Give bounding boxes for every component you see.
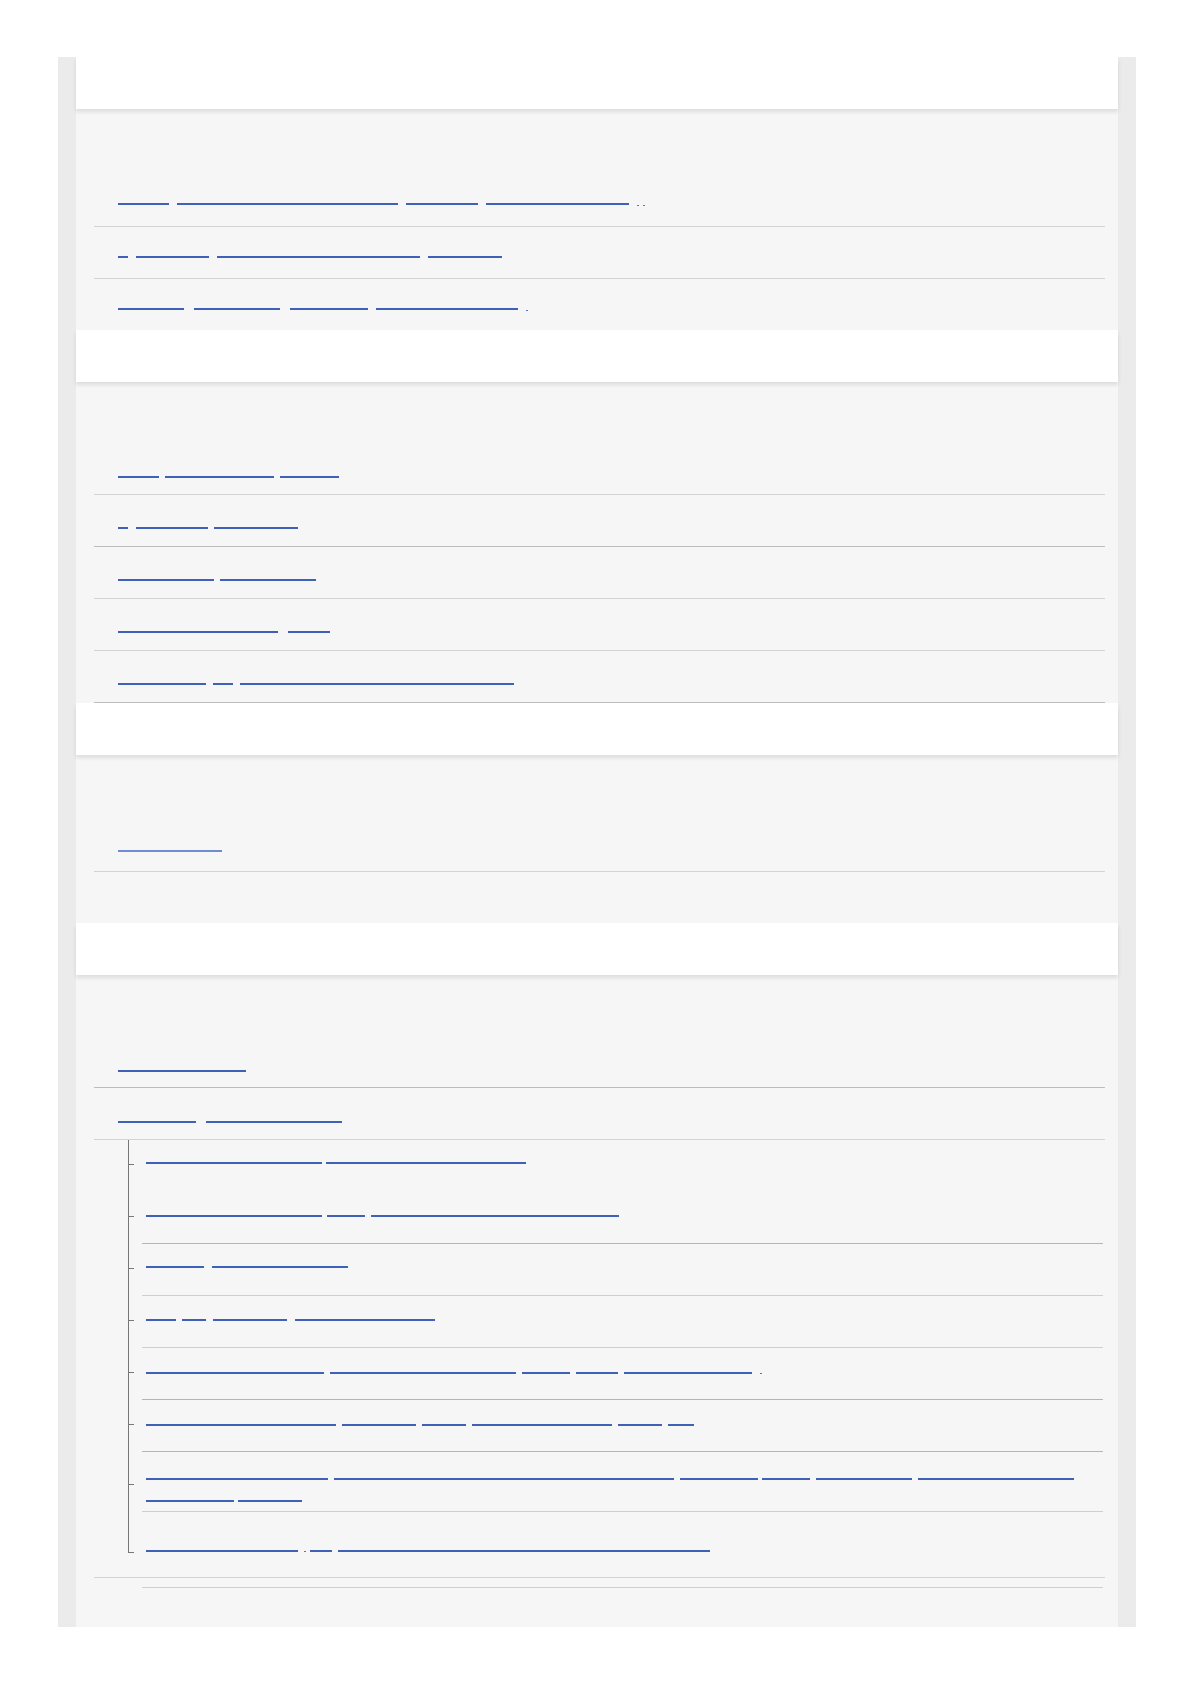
tree-connector (128, 1320, 134, 1321)
toc-link[interactable] (213, 683, 233, 685)
toc-link[interactable] (165, 476, 274, 478)
toc-link[interactable] (406, 203, 478, 205)
toc-link[interactable] (118, 256, 128, 258)
toc-sublink[interactable] (146, 1266, 204, 1268)
section-header-band (76, 330, 1118, 382)
toc-link[interactable] (118, 850, 222, 852)
toc-sublink[interactable] (326, 1162, 526, 1164)
list-item (94, 983, 1105, 1088)
list-item (94, 650, 1105, 703)
toc-link[interactable] (136, 527, 208, 529)
toc-link[interactable] (240, 683, 514, 685)
toc-sublink[interactable] (342, 1424, 416, 1426)
toc-link[interactable] (214, 527, 298, 529)
nested-list-item (142, 1451, 1103, 1512)
toc-sublink[interactable] (668, 1424, 694, 1426)
toc-sublink[interactable] (146, 1500, 234, 1502)
toc-link[interactable] (177, 203, 398, 205)
list-item (94, 598, 1105, 651)
toc-sublink[interactable] (146, 1319, 176, 1321)
toc-link[interactable] (288, 631, 330, 633)
toc-sublink[interactable] (327, 1215, 365, 1217)
toc-sublink[interactable] (330, 1372, 516, 1374)
toc-link[interactable] (118, 579, 214, 581)
toc-link[interactable] (376, 308, 518, 310)
toc-link[interactable] (217, 256, 420, 258)
link-ellipsis (760, 1373, 762, 1374)
toc-sublink[interactable] (816, 1478, 912, 1480)
toc-sublink[interactable] (618, 1424, 662, 1426)
toc-link[interactable] (118, 527, 128, 529)
link-ellipsis (643, 205, 645, 206)
list-item (94, 764, 1105, 872)
toc-sublink[interactable] (422, 1424, 466, 1426)
nested-list-item (142, 1295, 1103, 1348)
toc-link[interactable] (280, 476, 339, 478)
document-page (76, 57, 1118, 1627)
list-item (94, 226, 1105, 279)
toc-sublink[interactable] (334, 1478, 674, 1480)
toc-sublink[interactable] (522, 1372, 570, 1374)
section-header-band (76, 57, 1118, 109)
toc-link[interactable] (136, 256, 209, 258)
toc-sublink[interactable] (146, 1424, 336, 1426)
section-header-band (76, 923, 1118, 975)
toc-sublink[interactable] (182, 1319, 206, 1321)
list-item (94, 390, 1105, 495)
link-ellipsis (526, 310, 528, 311)
tree-connector (128, 1424, 134, 1425)
toc-link[interactable] (118, 631, 278, 633)
toc-link[interactable] (290, 308, 368, 310)
toc-link[interactable] (206, 1121, 342, 1123)
list-item (94, 1087, 1105, 1140)
toc-sublink[interactable] (212, 1266, 348, 1268)
toc-sublink[interactable] (664, 1372, 752, 1374)
toc-sublink[interactable] (762, 1478, 810, 1480)
toc-sublink[interactable] (918, 1478, 1074, 1480)
toc-sublink[interactable] (371, 1215, 619, 1217)
toc-link[interactable] (118, 203, 169, 205)
toc-link[interactable] (118, 476, 159, 478)
toc-link[interactable] (486, 203, 629, 205)
toc-sublink[interactable] (146, 1215, 322, 1217)
toc-link[interactable] (220, 579, 316, 581)
list-item (94, 116, 1105, 227)
nested-list-item (142, 1140, 1103, 1244)
toc-link[interactable] (428, 256, 502, 258)
tree-connector (128, 1268, 134, 1269)
link-ellipsis (637, 205, 639, 206)
toc-sublink[interactable] (213, 1319, 287, 1321)
list-item (94, 1547, 1105, 1578)
tree-connector (128, 1164, 134, 1165)
tree-connector (128, 1216, 134, 1217)
section-header-band (76, 703, 1118, 755)
toc-link[interactable] (194, 308, 280, 310)
toc-link[interactable] (118, 683, 206, 685)
toc-sublink[interactable] (680, 1478, 758, 1480)
toc-sublink[interactable] (576, 1372, 618, 1374)
toc-link[interactable] (118, 1070, 246, 1072)
toc-sublink[interactable] (238, 1500, 302, 1502)
list-item (94, 278, 1105, 331)
list-item (94, 494, 1105, 547)
toc-link[interactable] (118, 1121, 196, 1123)
tree-connector (128, 1372, 134, 1373)
nested-list-item (142, 1243, 1103, 1296)
toc-sublink[interactable] (146, 1478, 328, 1480)
list-item (94, 546, 1105, 599)
tree-connector (128, 1140, 129, 1552)
tree-connector (128, 1484, 134, 1485)
toc-link[interactable] (118, 308, 184, 310)
toc-sublink[interactable] (146, 1162, 322, 1164)
toc-sublink[interactable] (146, 1372, 324, 1374)
toc-sublink[interactable] (295, 1319, 435, 1321)
toc-sublink[interactable] (472, 1424, 612, 1426)
